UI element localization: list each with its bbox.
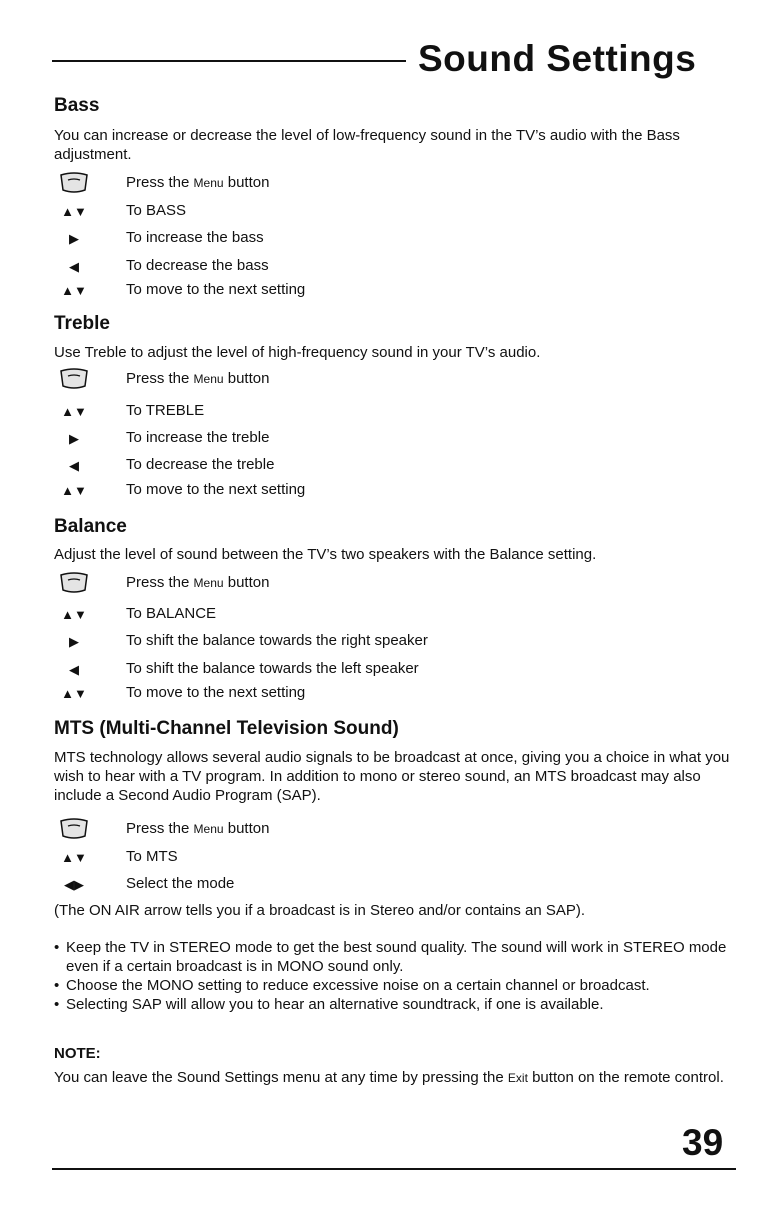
list-item: • Selecting SAP will allow you to hear an alternative soundtrack, if one is available. — [54, 995, 744, 1014]
up-down-arrow-icon: ▲▼ — [61, 482, 87, 498]
mts-bullets — [54, 938, 744, 1014]
right-arrow-icon: ▶ — [69, 230, 79, 246]
up-down-arrow-icon: ▲▼ — [61, 282, 87, 298]
note-body: You can leave the Sound Settings menu at any time by pressing the Exit button on the remote control. — [54, 1069, 724, 1086]
balance-step-menu: Press the Menu button — [54, 572, 744, 594]
note-section — [54, 1045, 744, 1062]
treble-step-1: ▲▼ To TREBLE — [54, 400, 744, 422]
treble-heading: Treble — [54, 313, 110, 334]
mts-description — [54, 748, 744, 805]
treble-description — [54, 343, 744, 362]
up-down-arrow-icon: ▲▼ — [61, 685, 87, 701]
balance-body: Adjust the level of sound between the TV’s two speakers with the Balance setting. — [54, 546, 597, 563]
treble-step-3: ◀ To decrease the treble — [54, 454, 744, 476]
right-arrow-icon: ▶ — [69, 430, 79, 446]
bass-step-menu: Press the Menu button — [54, 172, 744, 194]
balance-section — [54, 516, 744, 538]
menu-button-icon — [54, 818, 94, 840]
header-rule — [52, 60, 406, 62]
balance-heading: Balance — [54, 516, 127, 537]
list-item: • Choose the MONO setting to reduce excessive noise on a certain channel or broadcast. — [54, 976, 744, 995]
bass-heading: Bass — [54, 95, 100, 116]
balance-step-1: ▲▼ To BALANCE — [54, 603, 744, 625]
mts-body: MTS technology allows several audio signals to be broadcast at once, giving you a choice in what you wish to hear with a TV program. In addition to mono or stereo sound, an MTS broadcast may also include a Second Audio Program (SAP). — [54, 749, 730, 804]
mts-step-1: ▲▼ To MTS — [54, 846, 744, 868]
left-arrow-icon: ◀ — [69, 661, 79, 677]
treble-body: Use Treble to adjust the level of high-frequency sound in your TV’s audio. — [54, 344, 541, 361]
note-description — [54, 1068, 744, 1088]
treble-section — [54, 313, 744, 335]
page-number: 39 — [682, 1122, 724, 1163]
mts-step-menu: Press the Menu button — [54, 818, 744, 840]
bass-step-2: ▶ To increase the bass — [54, 227, 744, 249]
list-item: • Keep the TV in STEREO mode to get the best sound quality. The sound will work in STEREO mode even if a certain broadcast is in MONO sound only. — [54, 938, 744, 976]
right-arrow-icon: ▶ — [69, 633, 79, 649]
menu-button-icon — [54, 572, 94, 594]
mts-section — [54, 718, 744, 740]
bass-section — [54, 95, 744, 117]
menu-button-icon — [54, 368, 94, 390]
balance-description — [54, 545, 744, 564]
bass-description — [54, 126, 744, 164]
treble-step-2: ▶ To increase the treble — [54, 427, 744, 449]
balance-step-4: ▲▼ To move to the next setting — [54, 682, 744, 704]
up-down-arrow-icon: ▲▼ — [61, 606, 87, 622]
menu-button-icon — [54, 172, 94, 194]
up-down-arrow-icon: ▲▼ — [61, 203, 87, 219]
mts-heading: MTS (Multi-Channel Television Sound) — [54, 718, 399, 739]
left-right-arrow-icon: ◀▶ — [64, 876, 84, 892]
page-title: Sound Settings — [418, 38, 697, 79]
left-arrow-icon: ◀ — [69, 258, 79, 274]
up-down-arrow-icon: ▲▼ — [61, 403, 87, 419]
mts-on-air-note: (The ON AIR arrow tells you if a broadcast is in Stereo and/or contains an SAP). — [54, 902, 586, 919]
footer-rule — [52, 1168, 736, 1170]
bass-step-4: ▲▼ To move to the next setting — [54, 279, 744, 301]
balance-step-2: ▶ To shift the balance towards the right speaker — [54, 630, 744, 652]
mts-step-2: ◀▶ Select the mode — [54, 873, 744, 895]
left-arrow-icon: ◀ — [69, 457, 79, 473]
balance-step-3: ◀ To shift the balance towards the left speaker — [54, 658, 744, 680]
treble-step-4: ▲▼ To move to the next setting — [54, 479, 744, 501]
bass-step-1: ▲▼ To BASS — [54, 200, 744, 222]
page-header — [0, 0, 782, 90]
bass-step-3: ◀ To decrease the bass — [54, 255, 744, 277]
note-heading: NOTE: — [54, 1045, 101, 1062]
up-down-arrow-icon: ▲▼ — [61, 849, 87, 865]
treble-step-menu: Press the Menu button — [54, 368, 744, 390]
bass-body: You can increase or decrease the level of low-frequency sound in the TV’s audio with the Bass adjustment. — [54, 127, 680, 163]
